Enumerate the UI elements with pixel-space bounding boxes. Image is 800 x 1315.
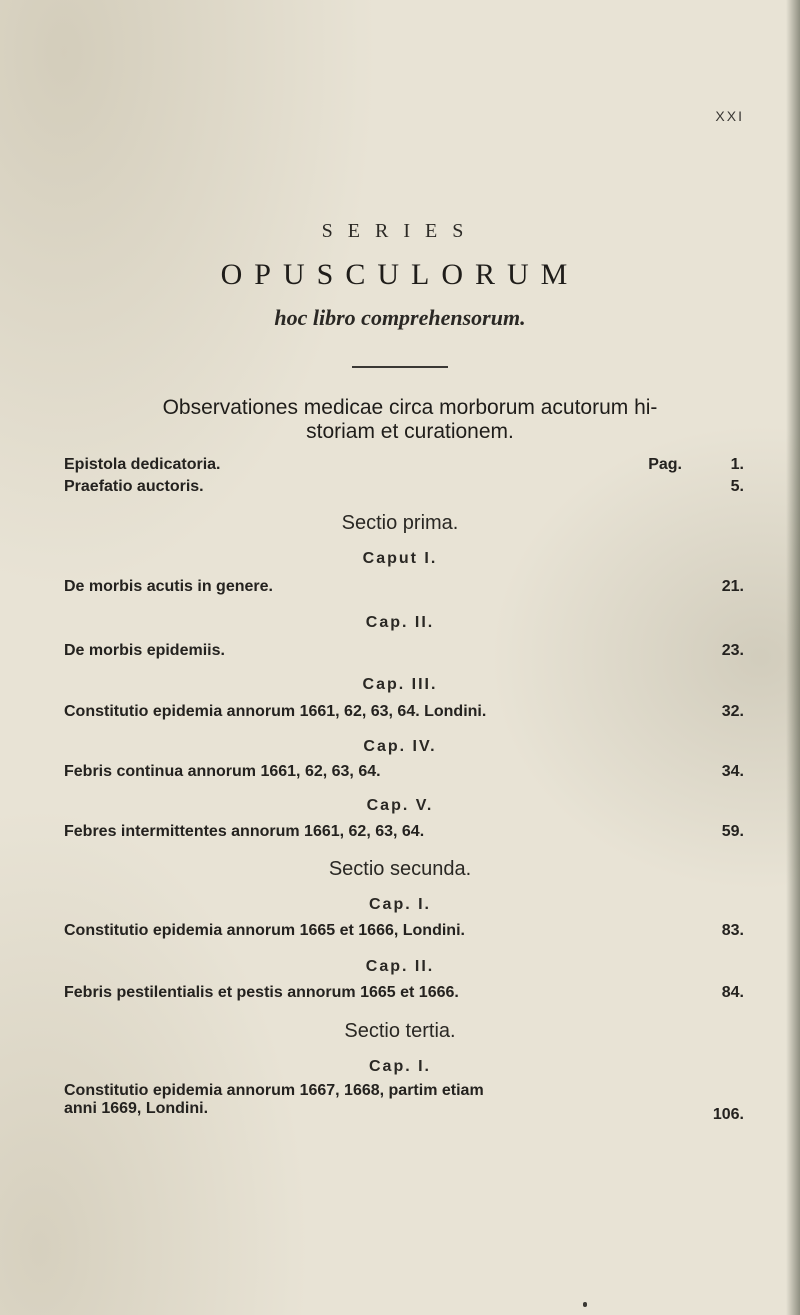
entry-title: Febris continua annorum 1661, 62, 63, 64.	[64, 763, 381, 780]
toc-entry	[64, 823, 744, 841]
toc-entry	[64, 1082, 744, 1123]
title-opusculorum: OPUSCULORUM	[220, 258, 580, 291]
entry-title: Febris pestilentialis et pestis annorum 1665 et 1666.	[64, 984, 459, 1001]
toc-entry-epistola	[64, 456, 744, 474]
title-series: SERIES	[321, 220, 479, 242]
chapter-label: Cap. I.	[368, 1058, 431, 1075]
entry-page: 84.	[721, 984, 744, 1001]
chapter-label: Cap. II.	[365, 614, 435, 631]
entry-page: 106.	[712, 1106, 744, 1123]
entry-title: Epistola dedicatoria.	[64, 456, 221, 473]
entry-page: 59.	[721, 823, 744, 840]
entry-title-line-1: Constitutio epidemia annorum 1667, 1668, partim etiam	[64, 1082, 484, 1099]
entry-title: De morbis acutis in genere.	[64, 578, 273, 595]
work-heading	[60, 396, 760, 444]
divider-rule	[352, 366, 448, 368]
chapter-label: Cap. I.	[368, 896, 431, 913]
entry-page: 32.	[721, 703, 744, 720]
entry-title: De morbis epidemiis.	[64, 642, 225, 659]
toc-entry-praefatio	[64, 478, 744, 496]
toc-entry	[64, 578, 744, 596]
subtitle: hoc libro comprehensorum.	[274, 305, 526, 330]
entry-title-line-2: anni 1669, Londini.	[64, 1100, 209, 1117]
entry-page: 23.	[721, 642, 744, 659]
section-heading-secunda: Sectio secunda.	[328, 858, 472, 880]
entry-title: Constitutio epidemia annorum 1665 et 1666, Londini.	[64, 922, 465, 939]
entry-page: 1.	[730, 456, 744, 473]
toc-entry	[64, 642, 744, 660]
entry-page: 21.	[721, 578, 744, 595]
chapter-label: Caput I.	[362, 550, 438, 567]
chapter-label: Cap. II.	[365, 958, 435, 975]
pag-label: Pag.	[648, 456, 682, 473]
entry-page: 34.	[721, 763, 744, 780]
entry-page: 5.	[730, 478, 744, 495]
section-heading-tertia: Sectio tertia.	[344, 1020, 456, 1042]
work-heading-line-1: Observationes medicae circa morborum acutorum hi-	[162, 396, 658, 419]
entry-page: 83.	[721, 922, 744, 939]
section-heading-prima: Sectio prima.	[341, 512, 459, 534]
ink-mark	[583, 1302, 587, 1307]
chapter-label: Cap. III.	[362, 676, 438, 693]
page-number: XXI	[715, 108, 744, 124]
toc-entry	[64, 922, 744, 940]
toc-entry	[64, 703, 744, 721]
chapter-label: Cap. IV.	[363, 738, 437, 755]
toc-entry	[64, 763, 744, 781]
toc-entry	[64, 984, 744, 1002]
entry-title: Constitutio epidemia annorum 1661, 62, 63, 64. Londini.	[64, 703, 487, 720]
page-edge-shadow	[786, 0, 800, 1315]
chapter-label: Cap. V.	[366, 797, 434, 814]
entry-title: Praefatio auctoris.	[64, 478, 204, 495]
work-heading-line-2: storiam et curationem.	[306, 420, 514, 443]
entry-title: Febres intermittentes annorum 1661, 62, 63, 64.	[64, 823, 425, 840]
